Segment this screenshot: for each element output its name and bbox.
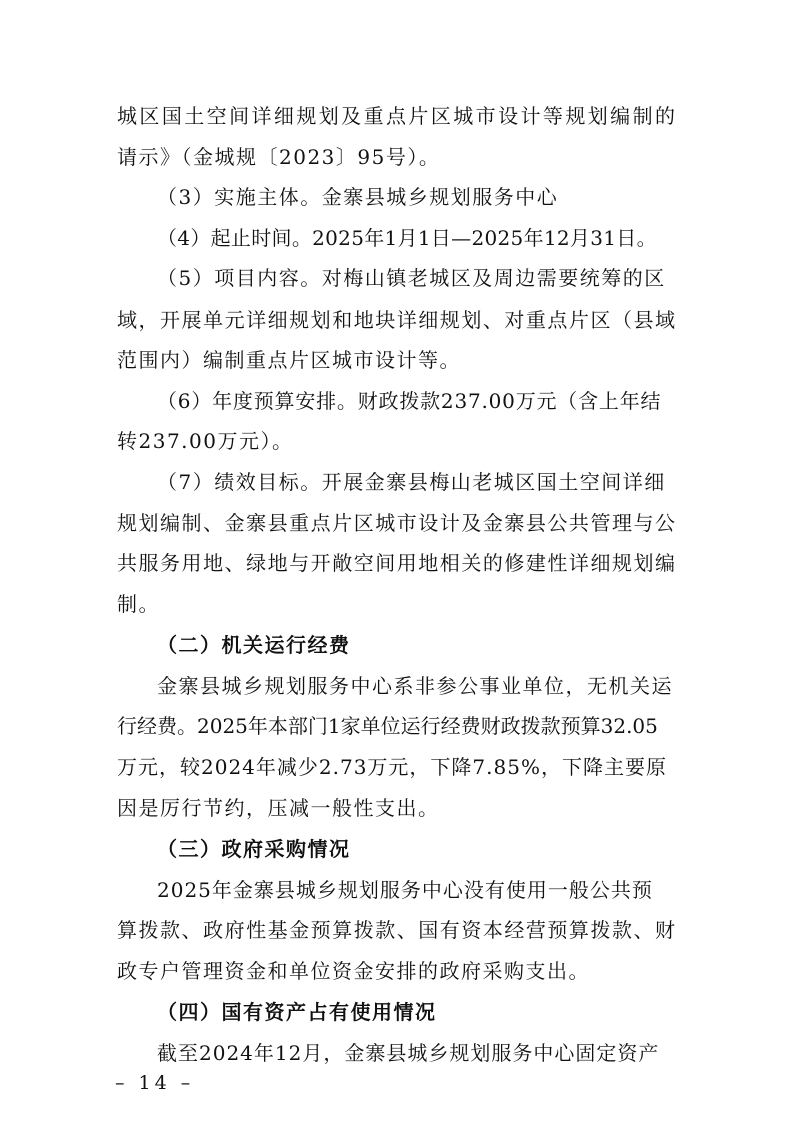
text-line: 算拨款、政府性基金预算拨款、国有资本经营预算拨款、财 [117,918,675,942]
text-line: 行经费。2025年本部门1家单位运行经费财政拨款预算32.05 [117,714,658,738]
text-line: （6）年度预算安排。财政拨款237.00万元（含上年结 [157,389,662,413]
text-line: 2025年金寨县城乡规划服务中心没有使用一般公共预 [157,878,653,902]
text-line: 制。 [117,592,160,616]
text-line: 城区国土空间详细规划及重点片区城市设计等规划编制的 [117,104,675,128]
text-line: （4）起止时间。2025年1月1日—2025年12月31日。 [157,226,657,250]
text-line: 规划编制、金寨县重点片区城市设计及金寨县公共管理与公 [117,511,675,535]
text-line: 共服务用地、绿地与开敞空间用地相关的修建性详细规划编 [117,551,675,575]
text-line: 金寨县城乡规划服务中心系非参公事业单位，无机关运 [157,674,673,698]
text-line: 万元，较2024年减少2.73万元，下降7.85%，下降主要原 [117,755,667,779]
text-line: （7）绩效目标。开展金寨县梅山老城区国土空间详细 [157,470,666,494]
text-line: 范围内）编制重点片区城市设计等。 [117,348,461,372]
section-heading: （四）国有资产占有使用情况 [157,1000,437,1024]
section-heading: （三）政府采购情况 [157,837,351,861]
section-heading: （二）机关运行经费 [157,633,351,657]
text-line: （5）项目内容。对梅山镇老城区及周边需要统筹的区 [157,266,666,290]
text-line: 域，开展单元详细规划和地块详细规划、对重点片区（县域 [117,308,675,332]
text-line: 转237.00万元）。 [117,429,294,453]
text-line: （3）实施主体。金寨县城乡规划服务中心 [157,185,559,209]
text-line: 政专户管理资金和单位资金安排的政府采购支出。 [117,959,590,983]
page-number: – 14 – [115,1072,195,1094]
text-line: 因是厉行节约，压减一般性支出。 [117,796,440,820]
text-line: 截至2024年12月，金寨县城乡规划服务中心固定资产 [157,1041,660,1065]
text-line: 请示》（金城规〔2023〕95号）。 [117,145,441,169]
